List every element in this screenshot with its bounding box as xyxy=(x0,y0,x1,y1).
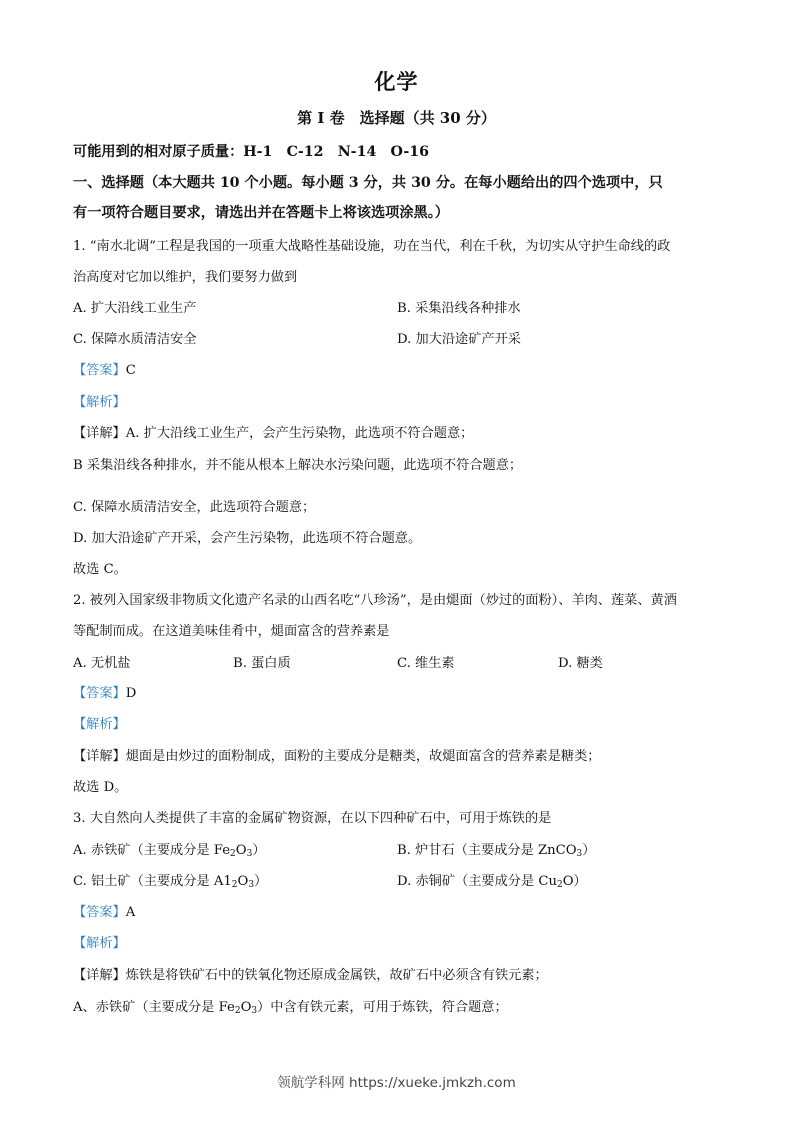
q3-answer-value: A xyxy=(125,905,136,920)
q1-detail-line3: C. 保障水质清洁安全，此选项符合题意； xyxy=(73,500,316,515)
q1-option-d: D. 加大沿途矿产开采 xyxy=(397,332,521,347)
q3-detail-line2: A、赤铁矿（主要成分是 $Fe_2O_3$）中含有铁元素，可用于炼铁，符合题意； xyxy=(73,1000,508,1016)
q3-detail-text1: 炼铁是将铁矿石中的铁氧化物还原成金属铁，故矿石中必须含有铁元素； xyxy=(125,968,548,983)
q2-detail-line1 xyxy=(73,745,733,764)
q1-answer xyxy=(73,359,733,378)
q2-conclusion: 故选 D。 xyxy=(73,780,128,795)
section-instructions-line1: 一、选择题（本大题共 10 个小题。每小题 3 分，共 30 分。在每小题给出的四个选项中，只 xyxy=(73,175,663,191)
q2-option-d: D. 糖类 xyxy=(558,656,603,671)
q1-answer-value: C xyxy=(125,363,136,378)
section-subtitle: 第 I 卷 选择题（共 30 分） xyxy=(297,109,496,127)
q1-stem-line1: 1. “南水北调”工程是我国的一项重大战略性基础设施，功在当代，利在千秋，为切实从守护生命线的政 xyxy=(73,239,671,254)
q3-detail-line1 xyxy=(73,964,733,983)
q2-answer xyxy=(73,682,733,701)
q1-conclusion: 故选 C。 xyxy=(73,562,127,577)
q2-stem-line2: 等配制而成。在这道美味佳肴中，煺面富含的营养素是 xyxy=(73,624,390,639)
q3-stem-line1: 3. 大自然向人类提供了丰富的金属矿物资源，在以下四种矿石中，可用于炼铁的是 xyxy=(73,811,552,826)
q1-detail-text1: A. 扩大沿线工业生产，会产生污染物，此选项不符合题意； xyxy=(125,426,474,441)
answer-tag: 【答案】 xyxy=(73,363,126,378)
q1-detail-line2: B 采集沿线各种排水，并不能从根本上解决水污染问题，此选项不符合题意； xyxy=(73,458,523,473)
detail-tag: 【详解】 xyxy=(73,426,126,441)
q3-answer xyxy=(73,901,733,920)
q2-option-c: C. 维生素 xyxy=(397,656,455,671)
q1-option-b: B. 采集沿线各种排水 xyxy=(397,301,521,316)
answer-tag: 【答案】 xyxy=(73,686,126,701)
q1-option-a: A. 扩大沿线工业生产 xyxy=(73,301,197,316)
q1-detail-line1 xyxy=(73,422,733,441)
page-title: 化学 xyxy=(374,69,419,94)
detail-tag: 【详解】 xyxy=(73,968,126,983)
q1-option-c: C. 保障水质清洁安全 xyxy=(73,332,197,347)
q1-detail-line4: D. 加大沿途矿产开采，会产生污染物，此选项不符合题意。 xyxy=(73,531,422,546)
q2-analysis-tag: 【解析】 xyxy=(73,717,126,732)
q2-option-b: B. 蛋白质 xyxy=(233,656,291,671)
q3-option-a: A. 赤铁矿（主要成分是 $Fe_2O_3$） xyxy=(73,843,266,859)
answer-tag: 【答案】 xyxy=(73,905,126,920)
detail-tag: 【详解】 xyxy=(73,749,126,764)
q3-option-b: B. 炉甘石（主要成分是 ZnCO$_3$） xyxy=(397,843,596,859)
q2-detail-text1: 煺面是由炒过的面粉制成，面粉的主要成分是糖类，故煺面富含的营养素是糖类； xyxy=(125,749,601,764)
q1-stem-line2: 治高度对它加以维护，我们要努力做到 xyxy=(73,270,298,285)
atomic-mass-line: 可能用到的相对原子质量：H-1 C-12 N-14 O-16 xyxy=(73,144,430,160)
footer-watermark: 领航学科网 https://xueke.jmkzh.com xyxy=(277,1075,516,1091)
q2-stem-line1: 2. 被列入国家级非物质文化遗产名录的山西名吃“八珍汤”，是由煺面（炒过的面粉）、羊肉、莲菜、黄酒 xyxy=(73,593,677,608)
q3-option-d: D. 赤铜矿（主要成分是 $Cu_2O$） xyxy=(397,874,587,890)
q3-option-c: C. 铝土矿（主要成分是 $A1_2O_3$） xyxy=(73,874,268,890)
q2-answer-value: D xyxy=(125,686,137,701)
section-instructions-line2: 有一项符合题目要求，请选出并在答题卡上将该选项涂黑。） xyxy=(73,205,449,221)
q2-option-a: A. 无机盐 xyxy=(73,656,131,671)
q3-analysis-tag: 【解析】 xyxy=(73,936,126,951)
q1-analysis-tag: 【解析】 xyxy=(73,395,126,410)
